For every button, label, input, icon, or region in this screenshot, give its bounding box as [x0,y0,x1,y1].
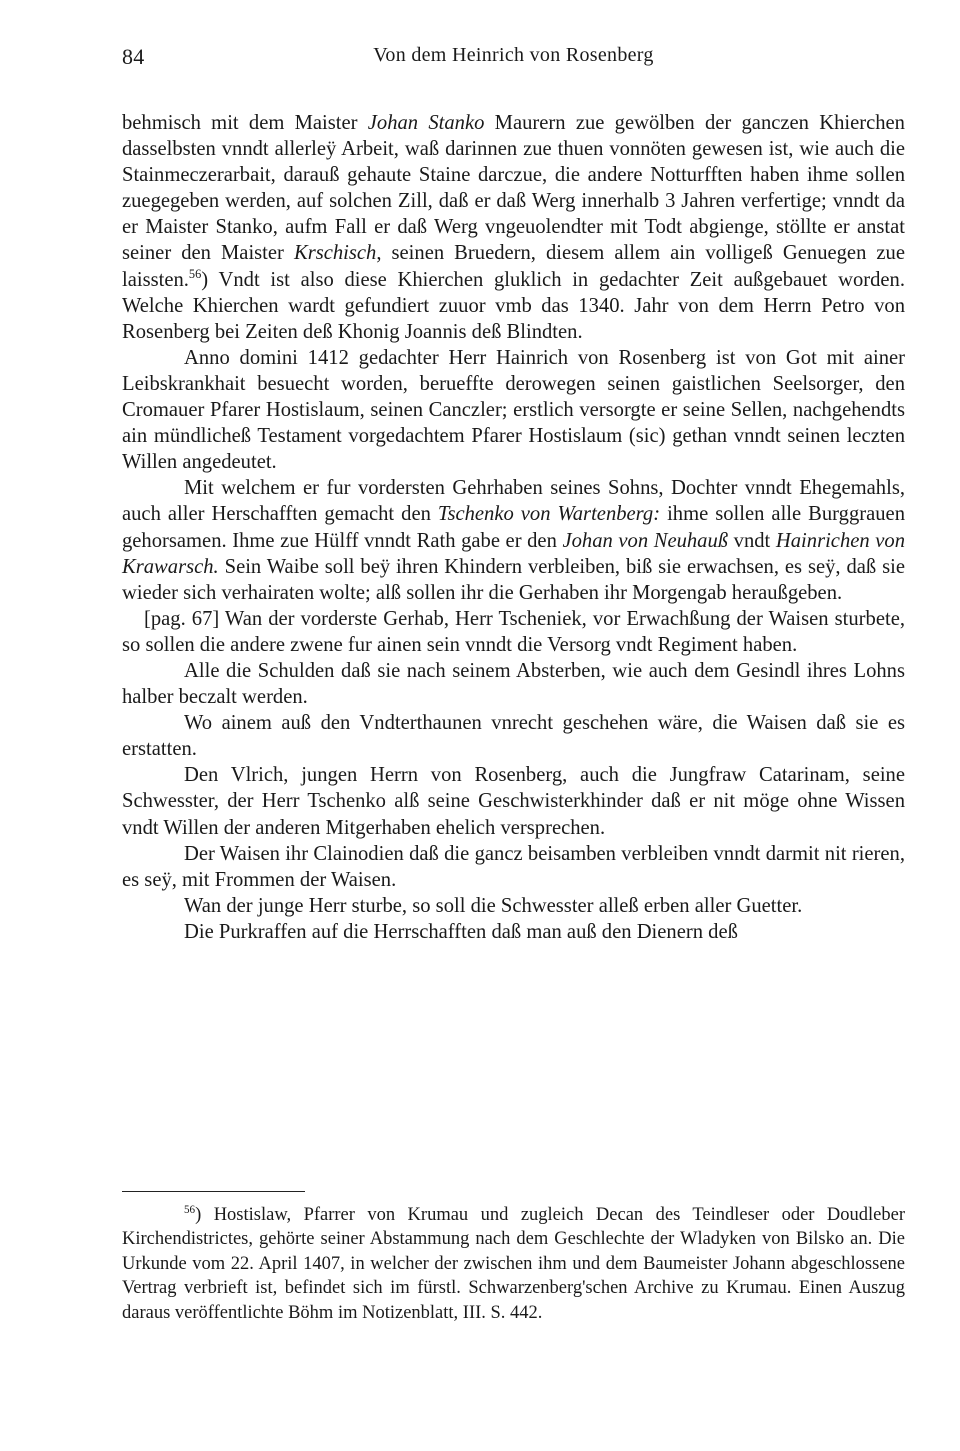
footnote-mark: 56 [184,1203,196,1216]
footnote-text: ) Hostislaw, Pfarrer von Krumau und zugleich Decan des Teindleser oder Doudleber Kirchendistrictes, gehörte seiner Abstammung nach dem Geschlechte der Wladyken von Bilsko an. Die Urkunde vom 22. April 1407, in welcher der zwischen ihm und dem Baumeister Johann abgeschlossene Vertrag verbrieft ist, befindet sich im fürstl. Schwarzenberg'schen Archive zu Krumau. Einen Auszug daraus veröffentlichte Böhm im Notizenblatt, III. S. 442. [122,1205,905,1323]
text-run: ihme sollen alle Burggrauen gehorsamen. Ihme zue Hülff vnndt Rath gabe er den [122,503,905,552]
footnotes [122,1203,905,1325]
running-title: Von dem Heinrich von Rosenberg [373,44,654,66]
text-run: vndt [728,529,776,552]
paragraph-7: Den Vlrich, jungen Herrn von Rosenberg, auch die Jungfraw Catarinam, seine Schwesster, der Herr Tschenko alß seine Geschwisterkhinder daß er nit möge ohne Wissen vndt Willen der anderen Mitgerhaben ehelich versprechen. [122,764,905,839]
italic-name: Johan von Neuhauß [562,529,729,552]
text-run: ) Vndt ist also diese Khierchen gluklich in gedachter Zeit außgebauet worden. Welche Khierchen wardt gefundiert zuuor vmb das 1340. Jahr von dem Herrn Petro von Rosenberg bei Zeiten deß Khonig Joannis deß Blindten. [122,268,905,343]
text-run: behmisch mit dem Maister [122,112,368,134]
text-run: Sein Waibe soll beÿ ihren Khindern verbleiben, biß sie erwachsen, es seÿ, daß sie wieder sich verhairaten wolte; alß sollen ihr die Gerhaben ihr Morgengab heraußgeben. [122,555,905,604]
italic-name: Krschisch [293,242,377,265]
paragraph-1 [122,110,905,345]
text-run: Mit welchem er fur vordersten Gehrhaben seines Sohns, Dochter vnndt Ehegemahls, auch aller Herschafften gemacht den [122,477,905,526]
italic-name: Hainrichen von Krawarsch. [122,529,905,578]
page-number: 84 [122,44,145,69]
italic-name: Tschenko von Wartenberg: [437,503,661,526]
page-header [122,44,905,74]
paragraph-9: Wan der junge Herr sturbe, so soll die Schwesster alleß erben aller Guetter. [184,894,803,917]
paragraph-3 [122,475,905,605]
footnote-56 [122,1203,905,1325]
text-run: , seinen Bruedern, diesem allem ain volligeß Genuegen zue laissten. [122,242,905,291]
italic-name: Johan Stanko [367,112,485,134]
paragraph-10: Die Purkraffen auf die Herrschafften daß man auß den Dienern deß [184,920,738,943]
paragraph-2: Anno domini 1412 gedachter Herr Hainrich von Rosenberg ist von Got mit ainer Leibskrankhait besuecht worden, berueffte derowegen seinen gaistlichen Seelsorger, den Cromauer Pfarer Hostislaum, seinen Canczler; erstlich versorgte er seine Sellen, nachgehendts ain mündlicheß Testament vorgedachtem Pfarer Hostislaum (sic) gethan vnndt seinen leczten Willen angedeutet. [122,346,905,474]
footnote-divider [122,1191,305,1192]
text-run: Maurern zue gewölben der ganczen Khierchen dasselbsten vnndt allerleÿ Arbeit, waß darinnen zue thuen vonnöten gewesen ist, wie auch die Stainmeczerarbait, darauß gehaute Staine darczue, die andere Notturfften haben ihme sollen zuegegeben werden, auf solchen Zill, daß er daß Werg innerhalb 3 Jahren verfertige; vnndt da er Maister Stanko, aufm Fall er daß Werg vngeuolendter mit Todt abgienge, stöllte er anstat seiner den Maister [122,112,905,265]
main-text [122,110,905,945]
paragraph-6: Wo ainem auß den Vndterthaunen vnrecht geschehen wäre, die Waisen daß sie es erstatten. [122,712,905,761]
paragraph-8: Der Waisen ihr Clainodien daß die gancz beisamben verbleiben vnndt darmit nit rieren, es seÿ, mit Frommen der Waisen. [122,842,905,891]
paragraph-5: Alle die Schulden daß sie nach seinem Absterben, wie auch dem Gesindl ihres Lohns halber beczalt werden. [122,659,905,709]
paragraph-4: [pag. 67] Wan der vorderste Gerhab, Herr Tscheniek, vor Erwachßung der Waisen sturbete, so sollen die andere zwene fur ainen sein vnndt die Versorg vndt Regiment haben. [122,607,905,656]
footnote-reference: 56 [188,266,202,281]
